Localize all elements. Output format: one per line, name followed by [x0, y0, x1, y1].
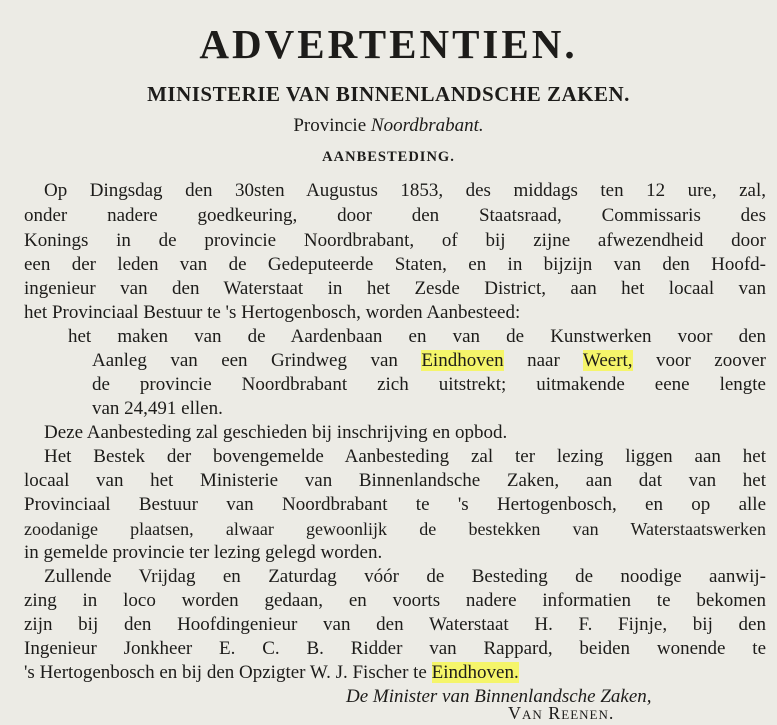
province-prefix: Provincie	[293, 115, 367, 136]
page-title: ADVERTENTIEN.	[199, 21, 578, 67]
body-line-1: Op Dingsdag den 30sten Augustus 1853, des middags ten 12 ure, zal,	[44, 180, 766, 201]
province-name: Noordbrabant.	[370, 115, 484, 136]
signature-name: Van Reenen.	[508, 703, 615, 723]
body-line-8-c: naar	[527, 350, 560, 371]
body-line-5: ingenieur van den Waterstaat in het Zesde District, aan het locaal van	[24, 278, 766, 299]
body-line-20: Ingenieur Jonkheer E. C. B. Ridder van Rappard, beiden wonende te	[24, 638, 766, 659]
body-line-21-a: 's Hertogenbosch en bij den Opzigter W. J. Fischer te	[24, 662, 427, 683]
body-line-11: Deze Aanbesteding zal geschieden bij inschrijving en opbod.	[44, 422, 508, 443]
body-line-16: in gemelde provincie ter lezing gelegd worden.	[24, 542, 383, 563]
body-line-9: de provincie Noordbrabant zich uitstrekt; uitmakende eene lengte	[92, 374, 766, 395]
body-line-8	[92, 349, 766, 373]
body-line-21	[24, 661, 519, 685]
body-line-6: het Provinciaal Bestuur te 's Hertogenbosch, worden Aanbesteed:	[24, 302, 521, 323]
body-line-13: locaal van het Ministerie van Binnenlandsche Zaken, aan dat van het	[24, 470, 766, 491]
body-line-4: een der leden van de Gedeputeerde Staten, en in bijzijn van den Hoofd-	[24, 254, 766, 275]
body-line-15: zoodanige plaatsen, alwaar gewoonlijk de bestekken van Waterstaatswerken	[24, 519, 766, 539]
body-line-7: het maken van de Aardenbaan en van de Kunstwerken voor den	[68, 326, 766, 347]
highlight-eindhoven-2: Eindhoven.	[431, 662, 519, 683]
body-line-2: onder nadere goedkeuring, door den Staatsraad, Commissaris des	[24, 205, 766, 226]
ministry-heading: MINISTERIE VAN BINNENLANDSCHE ZAKEN.	[147, 82, 630, 106]
body-line-18: zing in loco worden gedaan, en voorts nadere informatien te bekomen	[24, 590, 766, 611]
body-line-14: Provinciaal Bestuur van Noordbrabant te 's Hertogenbosch, en op alle	[24, 494, 766, 515]
body-line-19: zijn bij den Hoofdingenieur van den Waterstaat H. F. Fijnje, bij den	[24, 614, 766, 635]
body-line-3: Konings in de provincie Noordbrabant, of bij zijne afwezendheid door	[24, 230, 766, 251]
section-heading: AANBESTEDING.	[322, 149, 455, 165]
highlight-eindhoven: Eindhoven	[421, 350, 504, 371]
body-line-12: Het Bestek der bovengemelde Aanbesteding zal ter lezing liggen aan het	[44, 446, 766, 467]
highlight-weert: Weert,	[582, 350, 633, 371]
province-heading	[0, 113, 777, 139]
signature-role-text: De Minister van Binnenlandsche Zaken,	[346, 686, 652, 707]
body-line-8-e: voor zoover	[656, 350, 766, 371]
body-line-10: van 24,491 ellen.	[92, 398, 223, 419]
body-line-8-a: Aanleg van een Grindweg van	[92, 350, 398, 371]
body-line-17: Zullende Vrijdag en Zaturdag vóór de Besteding de noodige aanwij-	[44, 566, 766, 587]
